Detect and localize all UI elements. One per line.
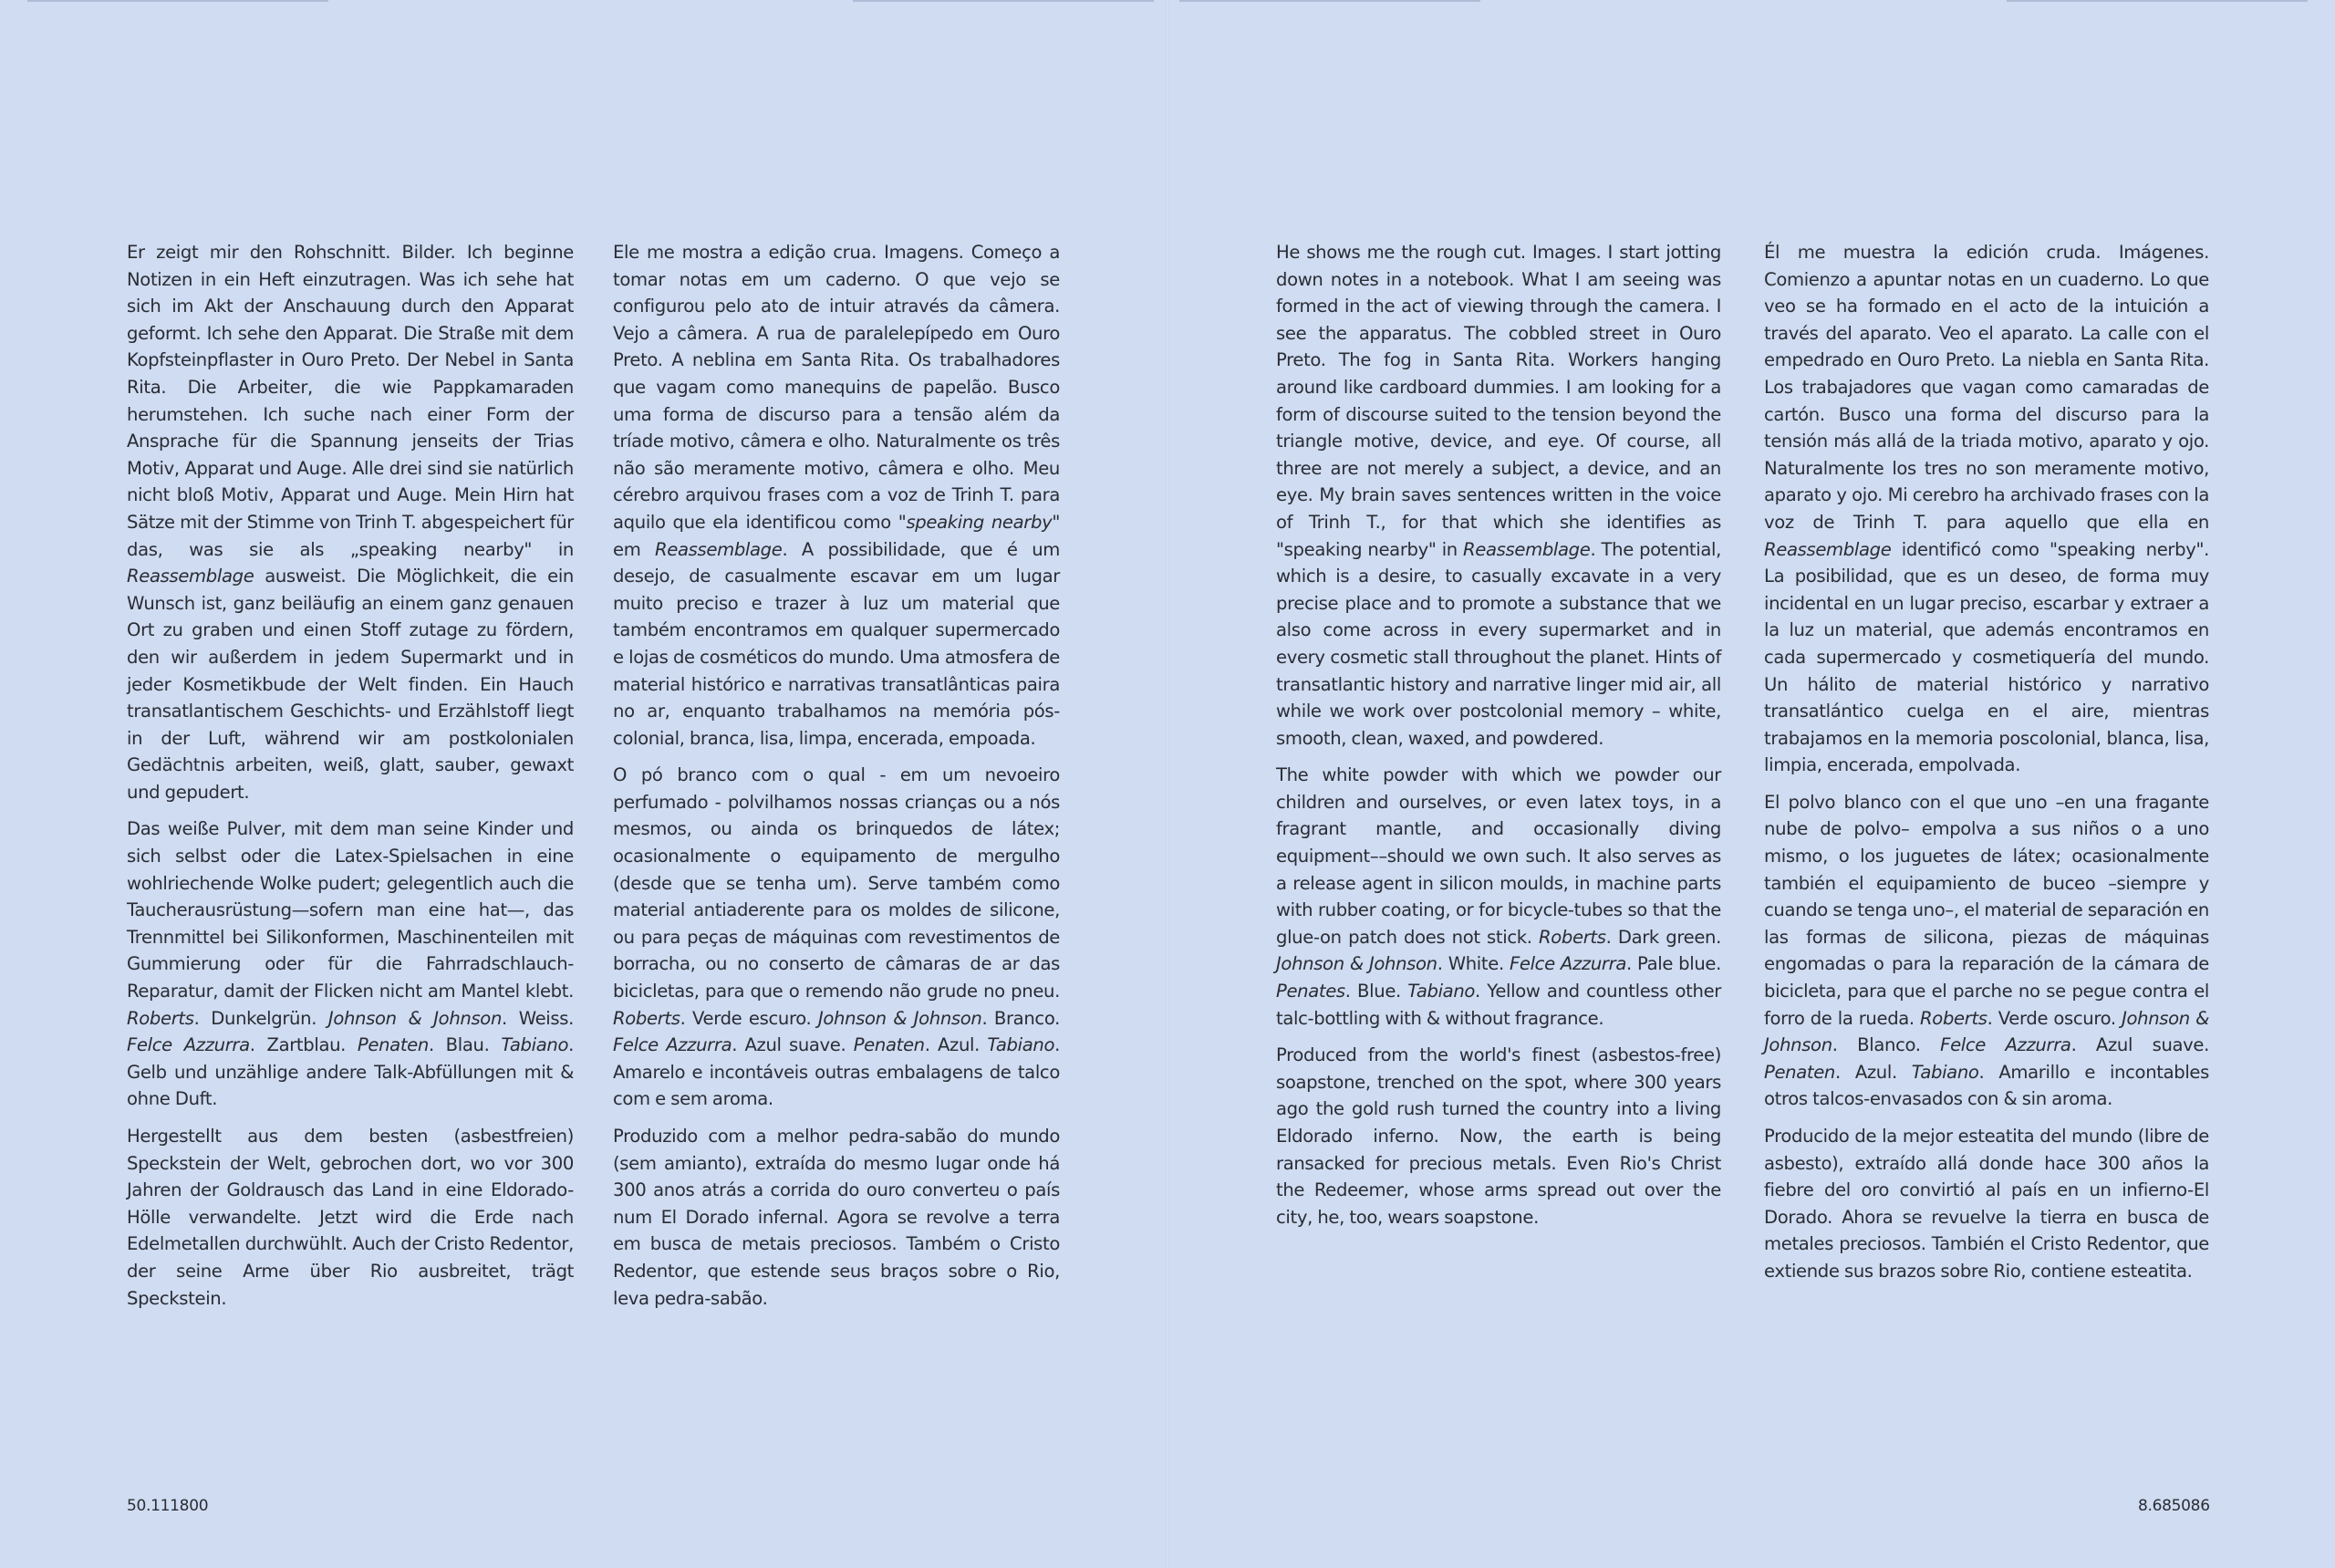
top-rule-decoration [853, 0, 1154, 2]
text-run: Produced from the world's finest (asbestos-free) soapstone, trenched on the spot, where 300 years ago the gold rush turned the country into a living Eldorado inferno. Now, the earth is being ransacked for precious metals. Even Rio's Christ the Redeemer, whose arms spread out over the city, he, too, wears soapstone. [1276, 1044, 1721, 1228]
italic-term: Penaten [1764, 1061, 1836, 1083]
text-run: identificó como "speaking nerby". La posibilidad, que es un deseo, de forma muy incidental en un lugar preciso, escarbar y extraer a la luz un material, que además encontramos en cada supermercado y cosmetiquería del mundo. Un hálito de material histórico y narrativo transatlántico cuelga en el aire, mientras trabajamos en la memoria poscolonial, blanca, lisa, limpia, encerada, empolvada. [1764, 538, 2209, 776]
italic-term: Roberts [1920, 1007, 1987, 1029]
paragraph [1276, 1042, 1721, 1231]
text-run: . Weiss. [502, 1007, 574, 1029]
text-run: . Verde escuro. [680, 1007, 818, 1029]
italic-term: Felce Azzurra [127, 1034, 250, 1056]
italic-term: Tabiano [987, 1034, 1055, 1056]
text-run: . Dark green. [1605, 926, 1721, 948]
text-run: . Azul suave. [732, 1034, 854, 1056]
italic-term: Felce Azzurra [1509, 953, 1626, 975]
italic-term: Penates [1276, 981, 1345, 1002]
text-column-english [1276, 239, 1721, 1241]
text-run: . Azul. [1835, 1061, 1912, 1083]
paragraph [127, 815, 574, 1113]
text-run: . Blanco. [1832, 1034, 1941, 1056]
page-number-right: 8.685086 [2138, 1497, 2210, 1515]
paragraph [1764, 239, 2209, 779]
text-run: Er zeigt mir den Rohschnitt. Bilder. Ich beginne Notizen in ein Heft einzutragen. Was ich sehe hat sich im Akt der Anschauung durch den Apparat geformt. Ich sehe den Apparat. Die Straße mit dem Kopfsteinpflaster in Ouro Preto. Der Nebel in Santa Rita. Die Arbeiter, die wie Pappkamaraden herumstehen. Ich suche nach einer Form der Ansprache für die Spannung jenseits der Trias Motiv, Apparat und Auge. Alle drei sind sie natürlich nicht bloß Motiv, Apparat und Auge. Mein Hirn hat Sätze mit der Stimme von Trinh T. abgespeichert für das, was sie als „speaking nearby" in [127, 242, 574, 560]
italic-term: Roberts [127, 1007, 194, 1029]
paragraph [1276, 239, 1721, 752]
paragraph [1276, 762, 1721, 1032]
italic-term: Penaten [853, 1034, 925, 1056]
text-run: . A possibilidade, que é um desejo, de casualmente escavar em um lugar muito preciso e trazer à luz um material que também encontramos em qualquer supermercado e lojas de cosméticos do mundo. Uma atmosfera de material histórico e narrativas transatlânticas paira no ar, enquanto trabalhamos na memória pós-colonial, branca, lisa, limpa, encerada, empoada. [613, 538, 1060, 749]
top-rule-decoration [27, 0, 328, 2]
text-run: . Yellow and countless other talc-bottling with & without fragrance. [1276, 981, 1721, 1029]
text-run: ausweist. Die Möglichkeit, die ein Wunsch ist, ganz beiläufig an einem ganz genauen Ort zu graben und einen Stoff zutage zu fördern, den wir außerdem in jedem Supermarkt und in jeder Kosmetikbude der Welt finden. Ein Hauch transatlantischem Geschichts- und Erzählstoff liegt in der Luft, während wir am postkolonialen Gedächtnis arbeiten, weiß, glatt, sauber, gewaxt und gepudert. [127, 566, 574, 803]
text-run: . Blau. [428, 1034, 502, 1056]
text-run: " em [613, 511, 1060, 560]
italic-term: Tabiano [1911, 1061, 1979, 1083]
italic-term: Johnson & Johnson [1764, 1007, 2209, 1056]
italic-term: Roberts [1539, 926, 1606, 948]
text-run: . White. [1437, 953, 1510, 975]
italic-term: Johnson & Johnson [817, 1007, 982, 1029]
text-run: . Azul suave. [2070, 1034, 2209, 1056]
text-run: El polvo blanco con el que uno –en una fragante nube de polvo– empolva a sus niños o a uno mismo, o los juguetes de látex; ocasionalmente también el equipamiento de buceo –siempre y cuando se tenga uno–, el material de separación en las formas de silicona, piezas de máquinas engomadas o para la reparación de la cámara de bicicleta, para que el parche no se pegue contra el forro de la rueda. [1764, 791, 2209, 1029]
text-run: . Zartblau. [249, 1034, 358, 1056]
top-rule-decoration [2007, 0, 2308, 2]
italic-term: Tabiano [1407, 981, 1476, 1002]
text-run: The white powder with which we powder our children and ourselves, or even latex toys, in a fragrant mantle, and occasionally diving equipment––should we own such. It also serves as a release agent in silicon moulds, in machine parts with rubber coating, or for bicycle-tubes so that the glue-on patch does not stick. [1276, 764, 1721, 948]
text-run: . Azul. [924, 1034, 988, 1056]
paragraph [1764, 1123, 2209, 1285]
italic-term: Johnson & Johnson [327, 1007, 503, 1029]
page-gutter [1166, 0, 1169, 1568]
italic-term: Roberts [613, 1007, 680, 1029]
text-run: . Verde oscuro. [1987, 1007, 2122, 1029]
page-number-left: 50.111800 [127, 1497, 209, 1515]
italic-term: Reassemblage [1764, 538, 1892, 560]
text-run: . Branco. [981, 1007, 1061, 1029]
text-run: O pó branco com o qual - em um nevoeiro perfumado - polvilhamos nossas crianças ou a nós mesmos, ou ainda os brinquedos de látex; ocasionalmente o equipamento de mergulho (desde que se tenha um). Serve também como material antiaderente para os moldes de silicone, ou para peças de máquinas com revestimentos de borracha, ou no conserto de câmaras de ar das bicicletas, para que o remendo não grude no pneu. [613, 764, 1060, 1002]
text-column-spanish [1764, 239, 2209, 1295]
italic-term: Reassemblage [655, 538, 783, 560]
italic-term: Felce Azzurra [613, 1034, 732, 1056]
italic-term: Reassemblage [127, 566, 254, 587]
paragraph [127, 239, 574, 805]
italic-term: Penaten [357, 1034, 429, 1056]
text-run: Hergestellt aus dem besten (asbestfreien) Speckstein der Welt, gebrochen dort, wo vor 300 Jahren der Goldrausch das Land in eine Eldorado-Hölle verwandelte. Jetzt wird die Erde nach Edelmetallen durchwühlt. Auch der Cristo Redentor, der seine Arme über Rio ausbreitet, trägt Speckstein. [127, 1126, 574, 1309]
text-run: . Gelb und unzählige andere Talk-Abfüllungen mit & ohne Duft. [127, 1034, 574, 1110]
italic-term: Reassemblage [1463, 538, 1591, 560]
text-run: Das weiße Pulver, mit dem man seine Kinder und sich selbst oder die Latex-Spielsachen in eine wohlriechende Wolke pudert; gelegentlich auch die Taucherausrüstung—sofern man eine hat—, das Trennmittel bei Silikonformen, Maschinenteilen mit Gummierung oder für die Fahrradschlauch-Reparatur, damit der Flicken nicht am Mantel klebt. [127, 818, 574, 1002]
italic-term: speaking nearby [906, 511, 1053, 533]
text-run: . Amarelo e incontáveis outras embalagens de talco com e sem aroma. [613, 1034, 1060, 1110]
text-run: Ele me mostra a edição crua. Imagens. Começo a tomar notas em um caderno. O que vejo se configurou pelo ato de intuir através da câmera. Vejo a câmera. A rua de paralelepípedo em Ouro Preto. A neblina em Santa Rita. Os trabalhadores que vagam como manequins de papelão. Busco uma forma de discurso para a tensão além da tríade motivo, câmera e olho. Naturalmente os três não são meramente motivo, câmera e olho. Meu cérebro arquivou frases com a voz de Trinh T. para aquilo que ela identificou como " [613, 242, 1060, 533]
text-run: . Pale blue. [1625, 953, 1721, 975]
text-column-portuguese [613, 239, 1060, 1322]
paragraph [613, 762, 1060, 1113]
text-run: . Dunkelgrün. [193, 1007, 328, 1029]
text-run: Él me muestra la edición cruda. Imágenes. Comienzo a apuntar notas en un cuaderno. Lo que veo se ha formado en el acto de la intuición a través del aparato. Veo el aparato. La calle con el empedrado en Ouro Preto. La niebla en Santa Rita. Los trabajadores que vagan como camaradas de cartón. Busco una forma del discurso para la tensión más allá de la triada motivo, aparato y ojo. Naturalmente los tres no son meramente motivo, aparato y ojo. Mi cerebro ha archivado frases con la voz de Trinh T. para aquello que ella en [1764, 242, 2209, 533]
text-column-german [127, 239, 574, 1322]
text-run: He shows me the rough cut. Images. I start jotting down notes in a notebook. What I am seeing was formed in the act of viewing through the camera. I see the apparatus. The cobbled street in Ouro Preto. The fog in Santa Rita. Workers hanging around like cardboard dummies. I am looking for a form of discourse suited to the tension beyond the triangle motive, device, and eye. Of course, all three are not merely a subject, a device, and an eye. My brain saves sentences written in the voice of Trinh T., for that which she identifies as "speaking nearby" in [1276, 242, 1721, 560]
italic-term: Felce Azzurra [1940, 1034, 2071, 1056]
text-run: . Amarillo e incontables otros talcos-envasados con & sin aroma. [1764, 1061, 2209, 1110]
paragraph [127, 1123, 574, 1312]
italic-term: Johnson & Johnson [1276, 953, 1437, 975]
text-run: Producido de la mejor esteatita del mundo (libre de asbesto), extraído allá donde hace 300 años la fiebre del oro convirtió al país en un infierno-El Dorado. Ahora se revuelve la tierra en busca de metales preciosos. También el Cristo Redentor, que extiende sus brazos sobre Rio, contiene esteatita. [1764, 1126, 2209, 1282]
text-run: . Blue. [1344, 981, 1408, 1002]
top-rule-decoration [1179, 0, 1480, 2]
paragraph [1764, 789, 2209, 1113]
paragraph [613, 239, 1060, 752]
text-run: . The potential, which is a desire, to casually excavate in a very precise place and to promote a substance that we also come across in every supermarket and in every cosmetic stall throughout the planet. Hints of transatlantic history and narrative linger mid air, all while we work over postcolonial memory – white, smooth, clean, waxed, and powdered. [1276, 538, 1721, 749]
paragraph [613, 1123, 1060, 1312]
text-run: Produzido com a melhor pedra-sabão do mundo (sem amianto), extraída do mesmo lugar onde há 300 anos atrás a corrida do ouro converteu o país num El Dorado infernal. Agora se revolve a terra em busca de metais preciosos. Também o Cristo Redentor, que estende seus braços sobre o Rio, leva pedra-sabão. [613, 1126, 1060, 1309]
italic-term: Tabiano [501, 1034, 569, 1056]
